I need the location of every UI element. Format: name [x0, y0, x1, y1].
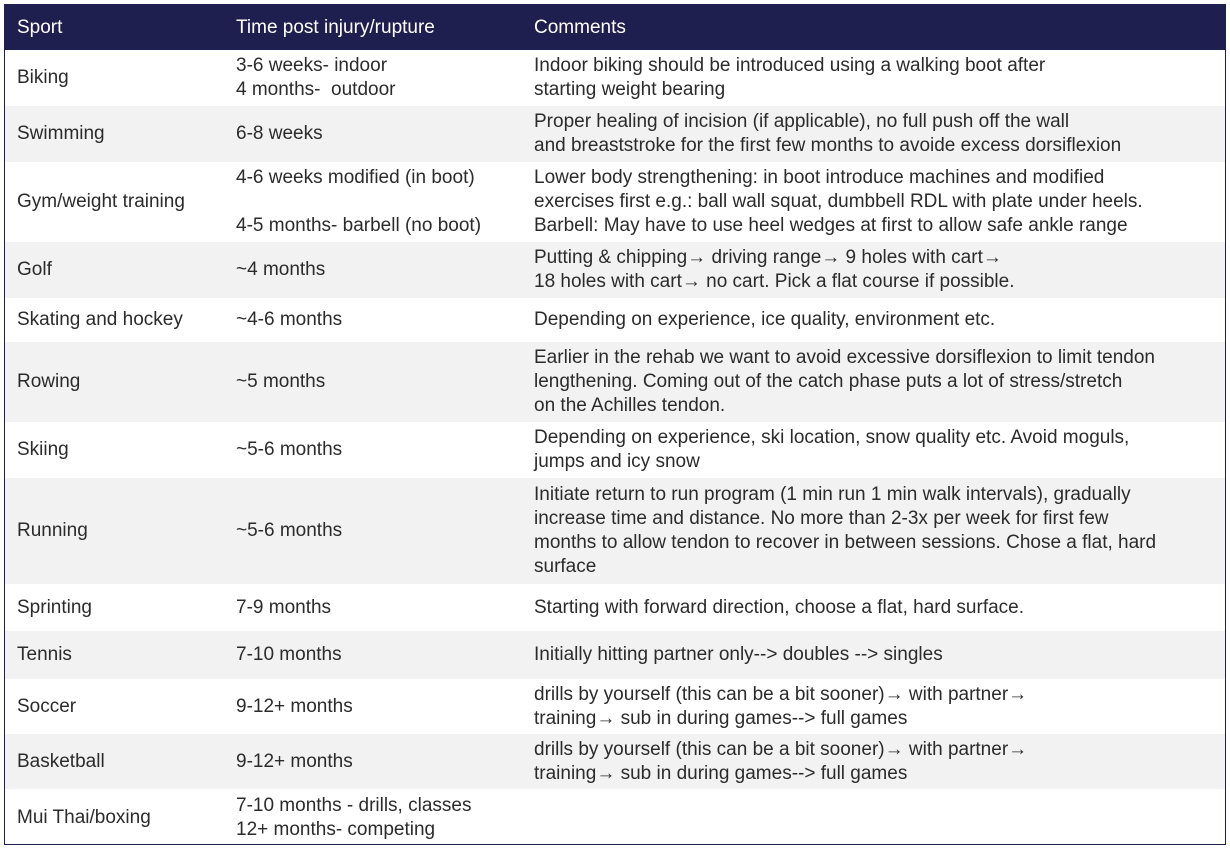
cell-time: [236, 789, 526, 845]
table-row: [5, 789, 1225, 845]
header-comments: Comments: [534, 17, 626, 38]
table-row: [5, 422, 1225, 478]
cell-comments: [534, 631, 1224, 679]
comment-line: Depending on experience, ski location, snow quality etc. Avoid moguls,: [534, 427, 1130, 448]
cell-sport: [17, 342, 232, 422]
sport-name: Sprinting: [17, 596, 92, 618]
sport-name: Gym/weight training: [17, 191, 185, 212]
cell-sport: [17, 789, 232, 845]
cell-comments: [534, 106, 1224, 162]
cell-comments: [534, 478, 1224, 584]
sport-name: Rowing: [17, 371, 81, 392]
sport-name: Skating and hockey: [17, 309, 183, 330]
time-line: 6-8 weeks: [236, 123, 323, 144]
table-row: [5, 631, 1225, 679]
cell-comments: [534, 50, 1224, 106]
table-row: [5, 584, 1225, 631]
time-line: 7-9 months: [236, 596, 332, 618]
cell-time: [236, 631, 526, 679]
comment-line: Starting with forward direction, choose a flat, hard surface.: [534, 596, 1025, 618]
comment-line: Depending on experience, ice quality, environment etc.: [534, 309, 996, 330]
sport-name: Skiing: [17, 439, 69, 460]
cell-comments: [534, 679, 1224, 734]
cell-sport: [17, 242, 232, 298]
comment-line: training→ sub in during games--> full games: [534, 762, 908, 784]
comment-line: Indoor biking should be introduced using a walking boot after: [534, 55, 1046, 76]
time-line: 3-6 weeks- indoor: [236, 55, 388, 76]
comment-line: Putting & chipping→ driving range→ 9 holes with cart→: [534, 247, 1002, 268]
comment-line: lengthening. Coming out of the catch phase puts a lot of stress/stretch: [534, 371, 1123, 392]
sport-name: Swimming: [17, 123, 105, 144]
time-line: 12+ months- competing: [236, 818, 436, 840]
comment-line: Initiate return to run program (1 min run 1 min walk intervals), gradually: [534, 484, 1131, 505]
cell-sport: [17, 734, 232, 789]
cell-time: [236, 422, 526, 478]
sport-name: Soccer: [17, 695, 77, 717]
comment-line: Lower body strengthening: in boot introduce machines and modified: [534, 167, 1105, 188]
comment-line: months to allow tendon to recover in between sessions. Chose a flat, hard: [534, 532, 1157, 553]
comment-line: Earlier in the rehab we want to avoid excessive dorsiflexion to limit tendon: [534, 347, 1155, 368]
cell-comments: [534, 298, 1224, 342]
table-row: [5, 242, 1225, 298]
cell-comments: [534, 242, 1224, 298]
cell-time: [236, 242, 526, 298]
cell-comments: [534, 422, 1224, 478]
time-line: ~5-6 months: [236, 520, 343, 541]
comment-line: on the Achilles tendon.: [534, 395, 726, 416]
cell-comments: [534, 734, 1224, 789]
header-sport: Sport: [17, 17, 63, 38]
sport-name: Golf: [17, 259, 52, 280]
cell-sport: [17, 106, 232, 162]
sport-name: Running: [17, 520, 88, 541]
cell-time: [236, 734, 526, 789]
comment-line: Proper healing of incision (if applicable), no full push off the wall: [534, 111, 1070, 132]
cell-comments: [534, 342, 1224, 422]
sport-name: Biking: [17, 67, 69, 88]
cell-time: [236, 342, 526, 422]
comment-line: exercises first e.g.: ball wall squat, dumbbell RDL with plate under heels.: [534, 191, 1143, 212]
table-row: [5, 162, 1225, 242]
cell-sport: [17, 162, 232, 242]
time-line: 9-12+ months: [236, 695, 353, 717]
time-line: ~4 months: [236, 259, 326, 280]
comment-line: Initially hitting partner only--> doubles --> singles: [534, 644, 943, 665]
cell-time: [236, 478, 526, 584]
cell-comments: [534, 584, 1224, 631]
comment-line: 18 holes with cart→ no cart. Pick a flat course if possible.: [534, 271, 1015, 292]
comment-line: drills by yourself (this can be a bit sooner)→ with partner→: [534, 683, 1028, 705]
table-row: [5, 106, 1225, 162]
cell-comments: [534, 789, 1224, 845]
sport-name: Basketball: [17, 750, 105, 772]
time-line: ~5 months: [236, 371, 326, 392]
time-line: 7-10 months - drills, classes: [236, 794, 472, 816]
cell-sport: [17, 584, 232, 631]
time-line: 4 months- outdoor: [236, 79, 396, 100]
sport-name: Tennis: [17, 644, 72, 665]
table-row: [5, 478, 1225, 584]
cell-sport: [17, 50, 232, 106]
time-line: 7-10 months: [236, 644, 342, 665]
cell-time: [236, 584, 526, 631]
time-line: 4-5 months- barbell (no boot): [236, 215, 482, 236]
table-row: [5, 342, 1225, 422]
table-row: [5, 50, 1225, 106]
table-row: [5, 734, 1225, 789]
comment-line: and breaststroke for the first few months to avoide excess dorsiflexion: [534, 135, 1122, 156]
time-line: 4-6 weeks modified (in boot): [236, 167, 475, 188]
time-line: ~5-6 months: [236, 439, 343, 460]
time-line: [236, 190, 526, 214]
sports-return-table: [4, 4, 1226, 845]
comment-line: Barbell: May have to use heel wedges at first to allow safe ankle range: [534, 215, 1128, 236]
table-row: [5, 298, 1225, 342]
comment-line: surface: [534, 556, 597, 577]
comment-line: training→ sub in during games--> full games: [534, 707, 908, 729]
sport-name: Mui Thai/boxing: [17, 806, 151, 828]
table-row: [5, 679, 1225, 734]
table-header: [5, 5, 1225, 50]
comment-line: jumps and icy snow: [534, 451, 700, 472]
cell-sport: [17, 298, 232, 342]
comment-line: increase time and distance. No more than 2-3x per week for first few: [534, 508, 1109, 529]
cell-time: [236, 679, 526, 734]
time-line: 9-12+ months: [236, 750, 353, 772]
cell-time: [236, 298, 526, 342]
cell-comments: [534, 162, 1224, 242]
cell-sport: [17, 679, 232, 734]
cell-time: [236, 50, 526, 106]
cell-time: [236, 106, 526, 162]
time-line: ~4-6 months: [236, 309, 343, 330]
header-time: Time post injury/rupture: [236, 17, 435, 38]
comment-line: starting weight bearing: [534, 79, 726, 100]
cell-sport: [17, 478, 232, 584]
cell-time: [236, 162, 526, 242]
cell-sport: [17, 631, 232, 679]
cell-sport: [17, 422, 232, 478]
comment-line: drills by yourself (this can be a bit sooner)→ with partner→: [534, 738, 1028, 760]
